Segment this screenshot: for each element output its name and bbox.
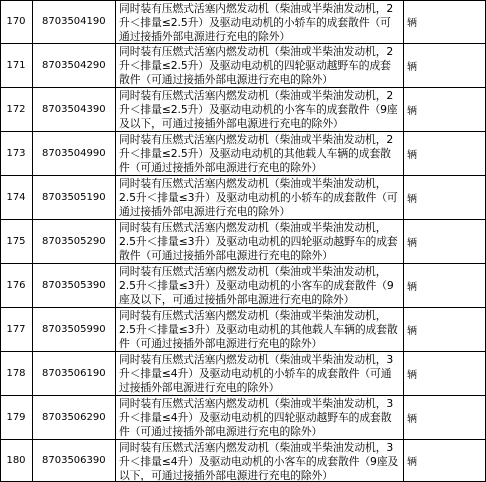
unit-cell: 辆 [407,105,417,117]
table-row [0,87,486,131]
unit-cell: 辆 [407,61,417,73]
description-cell: 同时装有压燃式活塞内燃发动机（柴油或半柴油发动机，2.5升＜排量≤3升）及驱动电动机的小轿车的成套散件（可通过接插外部电源进行充电的除外） [119,177,398,218]
row-number-cell: 174 [6,191,26,203]
unit-cell: 辆 [407,369,417,381]
description-cell: 同时装有压燃式活塞内燃发动机（柴油或半柴油发动机，2.5升＜排量≤3升）及驱动电动机的其他载人车辆的成套散件（可通过接插外部电源进行充电的除外） [119,309,398,350]
description-cell: 同时装有压燃式活塞内燃发动机（柴油或半柴油发动机，2升＜排量≤2.5升）及驱动电动机的四轮驱动越野车的成套散件（可通过接插外部电源进行充电的除外） [119,45,394,86]
tariff-code-cell: 8703506290 [42,411,106,423]
table-row [0,439,486,482]
description-cell: 同时装有压燃式活塞内燃发动机（柴油或半柴油发动机，2.5升＜排量≤3升）及驱动电动机的四轮驱动越野车的成套散件（可通过接插外部电源进行充电的除外） [119,221,398,262]
table-row [0,0,486,43]
table-row [0,307,486,351]
tariff-code-cell: 8703504290 [42,59,106,71]
unit-cell: 辆 [407,457,417,468]
unit-cell: 辆 [407,413,417,425]
unit-cell: 辆 [407,237,417,249]
tariff-code-cell: 8703506390 [42,455,106,466]
tariff-code-cell: 8703505390 [42,279,106,291]
tariff-code-cell: 8703505190 [42,191,106,203]
table-row [0,131,486,175]
description-cell: 同时装有压燃式活塞内燃发动机（柴油或半柴油发动机，3升＜排量≤4升）及驱动电动机的小客车的成套散件（9座及以下，可通过接插外部电源进行充电的除外） [119,441,399,482]
unit-cell: 辆 [407,193,417,205]
table-row [0,263,486,307]
row-number-cell: 172 [6,103,26,115]
tariff-code-cell: 8703505290 [42,235,106,247]
row-number-cell: 180 [6,455,26,466]
row-number-cell: 179 [6,411,26,423]
table-row [0,395,486,439]
unit-cell: 辆 [407,149,417,161]
tariff-code-cell: 8703505990 [42,323,106,335]
tariff-code-cell: 8703504390 [42,103,106,115]
row-number-cell: 177 [6,323,26,335]
description-cell: 同时装有压燃式活塞内燃发动机（柴油或半柴油发动机，3升＜排量≤4升）及驱动电动机的小轿车的成套散件（可通过接插外部电源进行充电的除外） [119,353,394,394]
unit-cell: 辆 [407,325,417,337]
description-cell: 同时装有压燃式活塞内燃发动机（柴油或半柴油发动机，2.5升＜排量≤3升）及驱动电动机的小客车的成套散件（9座及以下，可通过接插外部电源进行充电的除外） [119,265,394,306]
row-number-cell: 175 [6,235,26,247]
row-number-cell: 176 [6,279,26,291]
tariff-code-cell: 8703504190 [42,16,106,27]
unit-cell: 辆 [407,18,417,29]
table-row [0,219,486,263]
description-cell: 同时装有压燃式活塞内燃发动机（柴油或半柴油发动机，2升＜排量≤2.5升）及驱动电动机的小轿车的成套散件（可通过接插外部电源进行充电的除外） [119,2,394,43]
table-row [0,351,486,395]
description-cell: 同时装有压燃式活塞内燃发动机（柴油或半柴油发动机，2升＜排量≤2.5升）及驱动电动机的其他载人车辆的成套散件（可通过接插外部电源进行充电的除外） [119,133,394,174]
tariff-code-cell: 8703506190 [42,367,106,379]
row-number-cell: 170 [6,16,26,27]
table-row [0,175,486,219]
table-row [0,43,486,87]
row-number-cell: 171 [6,59,26,71]
row-number-cell: 178 [6,367,26,379]
description-cell: 同时装有压燃式活塞内燃发动机（柴油或半柴油发动机，2升＜排量≤2.5升）及驱动电动机的小客车的成套散件（9座及以下，可通过接插外部电源进行充电的除外） [119,89,398,130]
unit-cell: 辆 [407,281,417,293]
row-number-cell: 173 [6,147,26,159]
description-cell: 同时装有压燃式活塞内燃发动机（柴油或半柴油发动机，3升＜排量≤4升）及驱动电动机的四轮驱动越野车的成套散件（可通过接插外部电源进行充电的除外） [119,397,394,438]
tariff-code-cell: 8703504990 [42,147,106,159]
